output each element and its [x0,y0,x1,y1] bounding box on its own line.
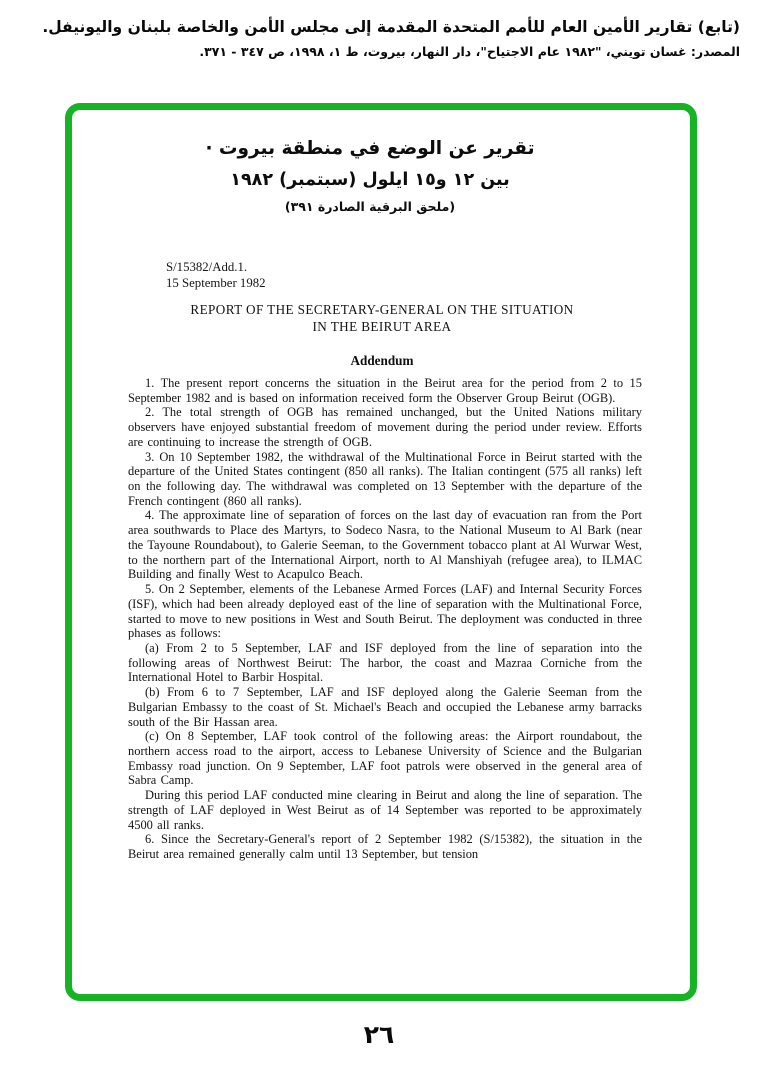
paragraph-5c: (c) On 8 September, LAF took control of the following areas: the Airport roundabout, the northern access road to the airport, access to Lebanese University of Science and the Bulgarian Embassy road junction. On 9 September, LAF foot patrols were observed in the general area of Sabra Camp. [128,729,642,788]
report-body [128,376,642,862]
paragraph-6: 6. Since the Secretary-General's report of 2 September 1982 (S/15382), the situation in the Beirut area remained generally calm until 13 September, but tension [128,832,642,861]
arabic-title-line3: (ملحق البرقية الصادرة ٣٩١) [284,199,456,214]
report-title-line1: REPORT OF THE SECRETARY-GENERAL ON THE SITUATION [190,302,574,317]
report-title-line2: IN THE BEIRUT AREA [312,318,452,334]
paragraph-4: 4. The approximate line of separation of forces on the last day of evacuation ran from the Port area southwards to Place des Martyrs, to Sodeco Nasra, to the National Museum to Al Bark (near the Tayoune Roundabout), to Galerie Seeman, to the Government tobacco plant at Al Wurwar West, to the northern part of the International Airport, north to Al Manshiyah (refugee area), to ILMAC Building and finally West to Acapulco Beach. [128,508,642,582]
page-number: ٢٦ [363,1020,395,1049]
paragraph-1: 1. The present report concerns the situation in the Beirut area for the period from 2 to 15 September 1982 and is based on information received form the Observer Group Beirut (OGB). [128,376,642,405]
green-document-frame [65,103,697,1001]
paragraph-5a: (a) From 2 to 5 September, LAF and ISF deployed from the line of separation into the following areas of Northwest Beirut: The harbor, the coast and Mazraa Corniche from the International Hotel to Barbir Hospital. [128,640,642,685]
header-series-title: (تابع) تقارير الأمين العام للأمم المتحدة المقدمة إلى مجلس الأمن والخاصة بلبنان واليونيفل. [42,18,740,36]
arabic-title-line1: تقرير عن الوضع في منطقة بيروت · [205,138,535,159]
paragraph-5: 5. On 2 September, elements of the Lebanese Armed Forces (LAF) and Internal Security Forces (ISF), which had been already deployed east of the line of separation with the Multinational Force, started to move to new positions in West and South Beirut. The deployment was conducted in three phases as follows: [128,582,642,641]
arabic-document-title [72,138,668,214]
document-content [72,110,690,994]
document-date: 15 September 1982 [166,276,266,290]
addendum-heading: Addendum [350,353,414,368]
paragraph-3: 3. On 10 September 1982, the withdrawal of the Multinational Force in Beirut started with the departure of the United States contingent (850 all ranks). The Italian contingent (575 all ranks) left on the following day. The withdrawal was completed on 13 September with the departure of the French contingent (860 all ranks). [128,449,642,508]
paragraph-5b: (b) From 6 to 7 September, LAF and ISF deployed along the Galerie Seeman from the Bulgarian Embassy to the coast of St. Michael's Beach and occupied the Lebanese army barracks south of the Bir Hassan area. [128,685,642,729]
arabic-title-line2: بين ١٢ و١٥ ايلول (سبتمبر) ١٩٨٢ [230,170,510,190]
arabic-page-header [0,14,740,64]
document-reference [166,259,266,291]
header-source-citation: المصدر: غسان تويني، "١٩٨٢ عام الاجتياح"، دار النهار، بيروت، ط ١، ١٩٩٨، ص ٣٤٧ - ٣٧١. [199,44,740,59]
document-symbol: S/15382/Add.1. [166,260,248,274]
report-title [112,302,652,335]
paragraph-2: 2. The total strength of OGB has remained unchanged, but the United Nations military observers have enjoyed substantial freedom of movement during the period under review. Efforts are continuing to increase the strength of OGB. [128,405,642,449]
paragraph-5d: During this period LAF conducted mine clearing in Beirut and along the line of separation. The strength of LAF deployed in West Beirut as of 14 September was reported to be approximately 4500 all ranks. [128,788,642,832]
